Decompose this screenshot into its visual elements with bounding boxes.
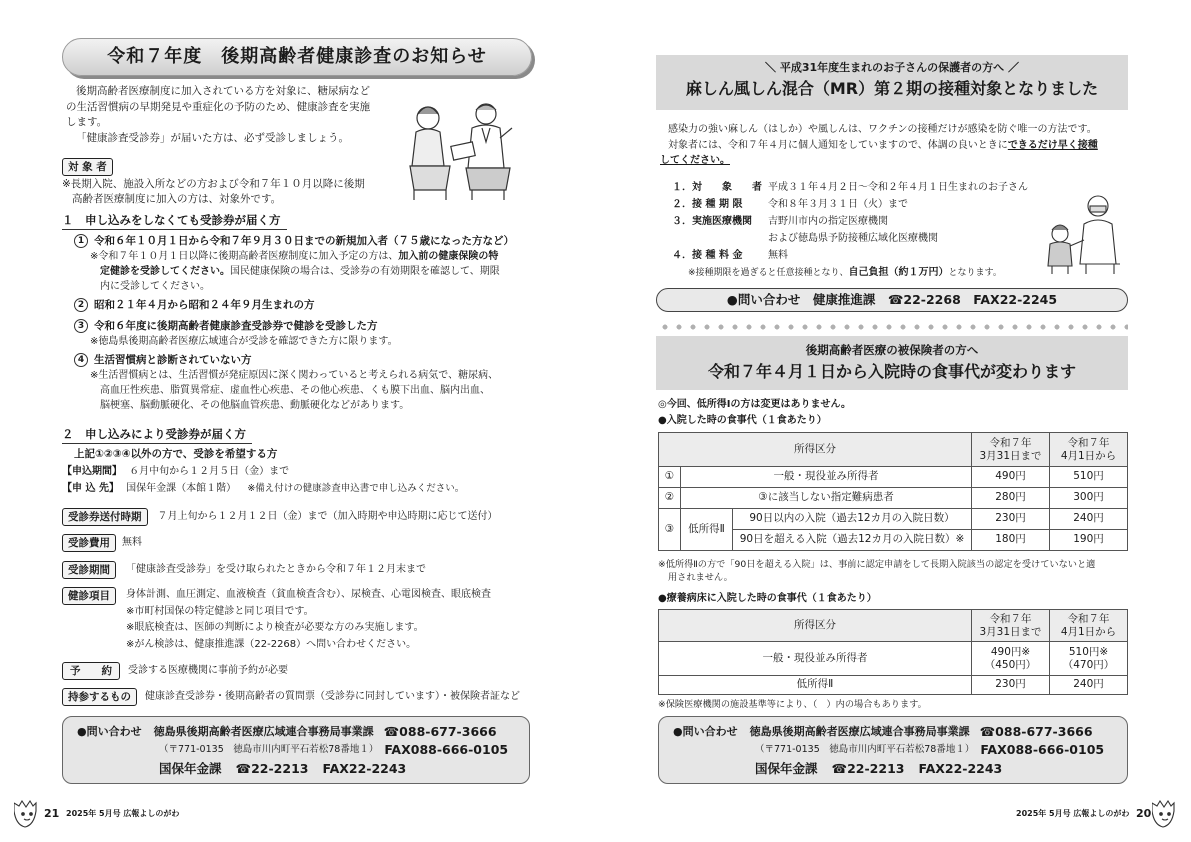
col-new <box>1050 610 1128 642</box>
item-note <box>74 249 554 264</box>
contact-box <box>62 716 530 784</box>
row-category: 低所得Ⅱ <box>659 676 972 695</box>
row-num: ③ <box>659 509 681 551</box>
intro-line: 「健康診査受診券」が届いた方は、必ず受診しましょう。 <box>76 131 349 144</box>
mr-item-value: 平成３１年４月２日～令和２年４月１日生まれのお子さん <box>768 182 1028 193</box>
col-old-line: 3月31日まで <box>979 449 1042 462</box>
item-note: 高血圧性疾患、脂質異常症、虚血性心疾患、その他心疾患、くも膜下出血、脳内出血、 <box>100 385 490 396</box>
detail-label: 受診期間 <box>62 561 116 579</box>
contact-address: （〒771-0135 徳島市川内町平石若松78番地１） <box>755 744 975 755</box>
mascot-icon <box>14 800 40 828</box>
row-new: 300円 <box>1050 488 1128 509</box>
detail-value: ※市町村国保の特定健診と同じ項目です。 <box>126 605 314 617</box>
contact-tel[interactable]: ☎088-677-3666 <box>979 724 1093 739</box>
row-group: 低所得Ⅱ <box>681 509 733 551</box>
meal-table-2 <box>658 609 1128 695</box>
item-number: 2 <box>74 298 88 312</box>
table1-title: ●入院した時の食事代（１食あたり） <box>658 415 827 426</box>
table-header-row <box>659 610 1128 642</box>
mr-contact: ●問い合わせ 健康推進課 ☎22-2268 FAX22-2245 <box>656 288 1128 312</box>
col-new-line: 令和７年 <box>1067 436 1110 449</box>
mr-item-value: および徳島県予防接種広域化医療機関 <box>768 233 938 244</box>
detail-label: 受診費用 <box>62 534 116 552</box>
contact-org: 徳島県後期高齢者医療広域連合事務局事業課 <box>153 725 374 738</box>
note-text: ※令和７年１０月１日以降に後期高齢者医療制度に加入予定の方は、 <box>90 251 399 262</box>
table1-note-line: 用されません。 <box>668 572 733 583</box>
target-note-line: ※長期入院、施設入所などの方および令和７年１０月以降に後期 <box>62 178 365 190</box>
detail-value: 健康診査受診券・後期高齢者の質問票（受診券に同封しています）・被保険者証など <box>145 691 520 702</box>
row-old: 490円 <box>972 467 1050 488</box>
apply-where-value: 国保年金課（本館１階） <box>126 483 237 494</box>
intro-line: します。 <box>66 116 108 128</box>
col-new-line: 令和７年 <box>1067 612 1110 625</box>
mr-item-label: ４．接 種 料 金 <box>672 250 743 261</box>
detail-value-list <box>126 587 491 653</box>
apply-where-label: 【申 込 先】 <box>62 483 119 494</box>
row-new: 240円 <box>1050 676 1128 695</box>
mr-item-value: 令和８年３月３１日（火）まで <box>768 199 908 210</box>
item-number: 3 <box>74 319 88 333</box>
item-note <box>74 279 554 294</box>
col-category: 所得区分 <box>659 433 972 467</box>
apply-where <box>62 480 542 497</box>
item-title: 昭和２１年４月から昭和２４年９月生まれの方 <box>94 299 315 311</box>
mr-body-text: 対象者には、令和７年４月に個人通知をしていますので、体調の良いときに <box>668 139 1008 151</box>
section2-lead: 上記①②③④以外の方で、受診を希望する方 <box>74 448 278 460</box>
mr-header <box>656 55 1128 110</box>
table-row <box>659 642 1128 676</box>
detail-value: 受診する医療機関に事前予約が必要 <box>128 665 288 676</box>
section2-body <box>62 446 542 497</box>
table1-note-line: ※低所得Ⅱの方で「90日を超える入院」は、事前に認定申請をして長期入院該当の認定を受けていないと適 <box>658 559 1096 570</box>
contact-fax2: FAX22-2243 <box>918 761 1003 776</box>
mr-body-emphasis: できるだけ早く接種 <box>1007 139 1098 151</box>
footer-text: 2025年 5月号 広報よしのがわ <box>1016 809 1130 818</box>
right-page <box>596 0 1191 842</box>
col-old-line: 令和７年 <box>989 612 1032 625</box>
detail-value: ※がん検診は、健康推進課（22-2268）へ問い合わせください。 <box>126 638 417 650</box>
contact-label: ●問い合わせ <box>673 725 738 738</box>
meal-title: 令和７年４月１日から入院時の食事代が変わります <box>707 362 1076 381</box>
section1-item-4 <box>74 353 554 368</box>
detail-value: 無料 <box>122 537 142 548</box>
contact-org2: 国保年金課 <box>755 761 818 776</box>
mr-item <box>672 247 1092 264</box>
row-old: 230円 <box>972 676 1050 695</box>
mr-item-label: １．対 象 者 <box>672 182 762 193</box>
page-title: 令和７年度 後期高齢者健康診査のお知らせ <box>62 38 532 76</box>
col-old-line: 3月31日まで <box>979 625 1042 638</box>
item-title: 令和６年１０月１日から令和７年９月３０日までの新規加入者（７５歳になった方など） <box>94 235 514 247</box>
intro-text <box>66 84 396 146</box>
col-old-line: 令和７年 <box>989 436 1032 449</box>
note-emphasis: 定健診を受診してください。 <box>100 266 230 277</box>
apply-period <box>62 463 542 480</box>
item-note: 脳梗塞、脳動脈硬化、その他脳血管疾患、動脈硬化などがあります。 <box>100 400 410 411</box>
mr-item-label: ３．実施医療機関 <box>672 216 752 227</box>
mr-fee-note <box>672 264 1092 282</box>
section1-item-1 <box>74 234 554 249</box>
item-title: 令和６年度に後期高齢者健康診査受診券で健診を受診した方 <box>94 320 378 332</box>
mr-title: 麻しん風しん混合（MR）第２期の接種対象となりました <box>685 79 1099 98</box>
mr-item <box>672 230 1092 247</box>
mr-item-value: 無料 <box>768 250 788 261</box>
detail-label: 持参するもの <box>62 688 137 706</box>
row-new-line: （470円） <box>1062 658 1115 671</box>
section1-heading: １ 申し込みをしなくても受診券が届く方 <box>62 212 287 230</box>
note-emphasis: 加入前の健康保険の特 <box>398 251 499 262</box>
meal-table-1 <box>658 432 1128 551</box>
row-category: ③に該当しない指定難病患者 <box>681 488 972 509</box>
contact-fax2: FAX22-2243 <box>322 761 407 776</box>
target-note-line: 高齢者医療制度に加入の方は、対象外です。 <box>72 193 282 205</box>
contact-fax: FAX088-666-0105 <box>980 742 1105 757</box>
col-category: 所得区分 <box>659 610 972 642</box>
row-category: 90日を超える入院（過去12カ月の入院日数）※ <box>733 530 972 551</box>
footer-text: 2025年 5月号 広報よしのがわ <box>66 809 180 818</box>
apply-where-note: ※備え付けの健康診査申込書で申し込みください。 <box>247 483 465 494</box>
contact-address: （〒771-0135 徳島市川内町平石若松78番地１） <box>159 744 379 755</box>
mr-item <box>672 213 1092 230</box>
contact-tel[interactable]: ☎088-677-3666 <box>383 724 497 739</box>
item-note <box>74 264 554 279</box>
contact-org: 徳島県後期高齢者医療広域連合事務局事業課 <box>749 725 970 738</box>
mr-items <box>672 179 1092 282</box>
detail-value: 「健康診査受診券」を受け取られたときから令和７年１２月末まで <box>126 564 426 575</box>
section1-item-3 <box>74 319 554 334</box>
details-row <box>62 587 491 653</box>
row-old: 280円 <box>972 488 1050 509</box>
table2-title: ●療養病床に入院した時の食事代（１食あたり） <box>658 593 877 604</box>
fee-note-text: ※接種期限を過ぎると任意接種となり、 <box>688 268 849 278</box>
note-text: 国民健康保険の場合は、受診券の有効期限を確認して、期限 <box>230 266 500 277</box>
apply-period-value: ６月中旬から１２月５日（金）まで <box>129 466 290 477</box>
meal-subtitle: 後期高齢者医療の被保険者の方へ <box>805 343 979 357</box>
row-new-line: 510円※ <box>1068 645 1109 658</box>
dots-divider <box>658 323 1128 331</box>
fee-note-emphasis: 自己負担（約１万円） <box>848 267 949 278</box>
mr-body-line <box>660 138 1135 154</box>
row-num: ① <box>659 467 681 488</box>
detail-label: 予 約 <box>62 662 120 680</box>
contact-box <box>658 716 1128 784</box>
vaccination-illustration <box>1040 190 1126 278</box>
row-num: ② <box>659 488 681 509</box>
mr-item <box>672 179 1092 196</box>
apply-period-label: 【申込期間】 <box>62 466 122 477</box>
row-new: 510円 <box>1050 467 1128 488</box>
target-note <box>62 177 392 207</box>
mr-body <box>660 122 1135 169</box>
details-row <box>62 688 520 706</box>
contact-label: ●問い合わせ <box>77 725 142 738</box>
details-row <box>62 508 498 526</box>
row-new <box>1050 642 1128 676</box>
row-old-line: 490円※ <box>990 645 1031 658</box>
contact-tel2[interactable]: ☎22-2213 <box>235 761 309 776</box>
table-row <box>659 676 1128 695</box>
page-number: 20 <box>1136 807 1152 820</box>
row-new: 240円 <box>1050 509 1128 530</box>
mr-subtitle: ＼ 平成31年度生まれのお子さんの保護者の方へ ／ <box>765 61 1019 74</box>
row-old: 230円 <box>972 509 1050 530</box>
row-category: 一般・現役並み所得者 <box>681 467 972 488</box>
section1-list <box>74 234 554 413</box>
checkup-illustration <box>396 92 526 204</box>
item-note: ※生活習慣病とは、生活習慣が発症原因に深く関わっていると考えられる病気で、糖尿病、 <box>90 370 499 381</box>
detail-value: ７月上旬から１２月１２日（金）まで（加入時期や申込時期に応じて送付） <box>157 511 498 522</box>
row-old: 180円 <box>972 530 1050 551</box>
detail-value: 身体計測、血圧測定、血液検査（貧血検査含む）、尿検査、心電図検査、眼底検査 <box>126 589 491 600</box>
intro-line: 後期高齢者医療制度に加入されている方を対象に、糖尿病など <box>76 85 370 97</box>
item-title: 生活習慣病と診断されていない方 <box>94 354 252 366</box>
mr-body-emphasis: してください。 <box>660 155 730 166</box>
contact-org2: 国保年金課 <box>159 761 222 776</box>
col-new-line: 4月1日から <box>1060 449 1117 462</box>
row-old-line: （450円） <box>984 658 1037 671</box>
details-row <box>62 534 142 552</box>
row-new: 190円 <box>1050 530 1128 551</box>
row-category: 90日以内の入院（過去12カ月の入院日数） <box>733 509 972 530</box>
target-label: 対 象 者 <box>62 158 113 176</box>
left-page <box>0 0 595 842</box>
mr-body-line: 感染力の強い麻しん（はしか）や風しんは、ワクチンの接種だけが感染を防ぐ唯一の方法です。 <box>668 124 1097 135</box>
table-row <box>659 467 1128 488</box>
mr-item-label <box>672 230 768 247</box>
section2-heading: ２ 申し込みにより受診券が届く方 <box>62 426 252 444</box>
mascot-icon <box>1152 800 1178 828</box>
col-new <box>1050 433 1128 467</box>
page-number: 21 <box>44 807 60 820</box>
table-row <box>659 509 1128 530</box>
mr-item <box>672 196 1092 213</box>
contact-fax: FAX088-666-0105 <box>384 742 509 757</box>
note-text: 内に受診してください。 <box>100 281 210 292</box>
details-row <box>62 662 288 680</box>
meal-header <box>656 336 1128 390</box>
col-old <box>972 433 1050 467</box>
table2-note: ※保険医療機関の施設基準等により、（ ）内の場合もあります。 <box>658 699 927 710</box>
table1-note <box>658 558 1133 584</box>
meal-note1: ◎今回、低所得Ⅰの方は変更はありません。 <box>658 399 852 410</box>
row-old <box>972 642 1050 676</box>
item-number: 1 <box>74 234 88 248</box>
row-category: 一般・現役並み所得者 <box>659 642 972 676</box>
fee-note-text: となります。 <box>948 268 1002 278</box>
mr-item-value: 吉野川市内の指定医療機関 <box>768 216 888 227</box>
col-new-line: 4月1日から <box>1060 625 1117 638</box>
col-old <box>972 610 1050 642</box>
table-row <box>659 488 1128 509</box>
table-header-row <box>659 433 1128 467</box>
detail-value: ※眼底検査は、医師の判断により検査が必要な方のみ実施します。 <box>126 622 424 633</box>
mr-item-label: ２．接 種 期 限 <box>672 199 743 210</box>
detail-label: 健診項目 <box>62 587 116 605</box>
detail-label: 受診券送付時期 <box>62 508 148 526</box>
intro-line: の生活習慣病の早期発見や重症化の予防のため、健康診査を実施 <box>66 100 371 113</box>
contact-tel2[interactable]: ☎22-2213 <box>831 761 905 776</box>
section1-item-2 <box>74 298 554 313</box>
item-note: ※徳島県後期高齢者医療広域連合が受診を確認できた方に限ります。 <box>90 336 398 347</box>
item-number: 4 <box>74 353 88 367</box>
details-row <box>62 561 426 579</box>
